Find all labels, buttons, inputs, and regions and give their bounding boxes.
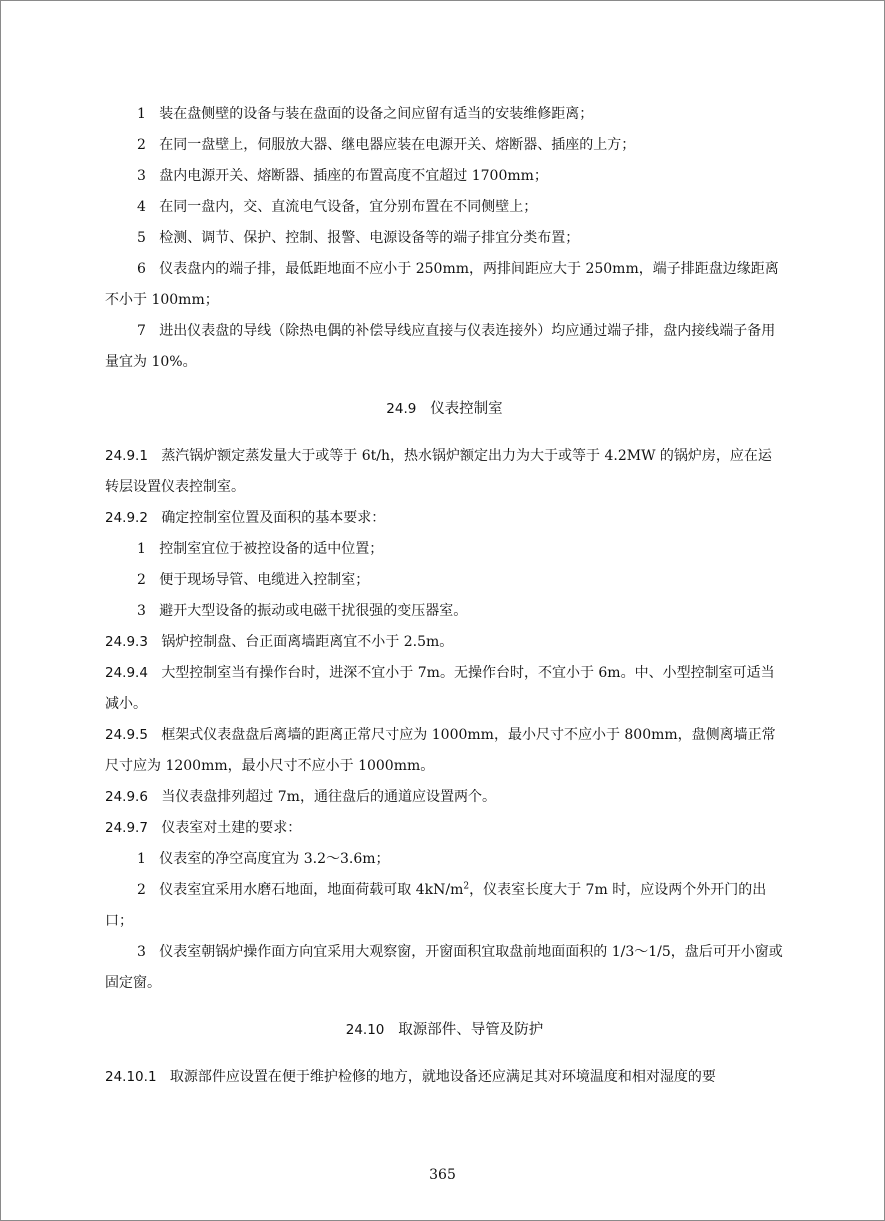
list-item: 3 避开大型设备的振动或电磁干扰很强的变压器室。 (137, 603, 468, 619)
clause-24-9-6: 24.9.6 当仪表盘排列超过 7m，通往盘后的通道应设置两个。 (105, 789, 496, 805)
list-item: 2 仪表室宜采用水磨石地面，地面荷载可取 $4kN/m^2$，仪表室长度大于 7m 时，应设两个外开门的出口； (105, 881, 767, 929)
list-item: 2 便于现场导管、电缆进入控制室； (137, 572, 370, 588)
clause-24-9-7: 24.9.7 仪表室对土建的要求： (105, 820, 302, 836)
clause-24-9-5: 24.9.5 框架式仪表盘盘后离墙的距离正常尺寸应为 1000mm，最小尺寸不应小于 800mm，盘侧离墙正常尺寸应为 1200mm，最小尺寸不应小于 1000mm。 (105, 727, 776, 774)
clause-24-9-2: 24.9.2 确定控制室位置及面积的基本要求： (105, 510, 386, 526)
section-heading-24-9: 24.9 仪表控制室 (386, 401, 503, 417)
list-item: 3 仪表室朝锅炉操作面方向宜采用大观察窗，开窗面积宜取盘前地面面积的 1/3～1/5，盘后可开小窗或固定窗。 (105, 944, 783, 991)
list-item: 1 控制室宜位于被控设备的适中位置； (137, 541, 384, 557)
document-body (105, 99, 784, 1093)
list-item: 2 在同一盘壁上，伺服放大器、继电器应装在电源开关、熔断器、插座的上方； (137, 137, 636, 153)
list-item: 5 检测、调节、保护、控制、报警、电源设备等的端子排宜分类布置； (137, 230, 580, 246)
clause-24-10-1: 24.10.1 取源部件应设置在便于维护检修的地方，就地设备还应满足其对环境温度和相对湿度的要 (105, 1069, 716, 1085)
list-item: 4 在同一盘内，交、直流电气设备，宜分别布置在不同侧壁上； (137, 199, 538, 215)
list-item: 6 仪表盘内的端子排，最低距地面不应小于 250mm，两排间距应大于 250mm，端子排距盘边缘距离不小于 100mm； (105, 261, 779, 308)
page-number: 365 (429, 1167, 456, 1183)
list-item: 1 仪表室的净空高度宜为 3.2～3.6m； (137, 851, 390, 867)
list-item: 7 进出仪表盘的导线（除热电偶的补偿导线应直接与仪表连接外）均应通过端子排，盘内接线端子备用量宜为 10%。 (105, 323, 776, 370)
clause-24-9-3: 24.9.3 锅炉控制盘、台正面离墙距离宜不小于 2.5m。 (105, 634, 454, 650)
clause-24-9-1: 24.9.1 蒸汽锅炉额定蒸发量大于或等于 6t/h，热水锅炉额定出力为大于或等于 4.2MW 的锅炉房，应在运转层设置仪表控制室。 (105, 448, 772, 495)
clause-24-9-4: 24.9.4 大型控制室当有操作台时，进深不宜小于 7m。无操作台时，不宜小于 6m。中、小型控制室可适当减小。 (105, 665, 775, 712)
list-item: 3 盘内电源开关、熔断器、插座的布置高度不宜超过 1700mm； (137, 168, 548, 184)
section-heading-24-10: 24.10 取源部件、导管及防护 (345, 1022, 544, 1038)
list-item: 1 装在盘侧壁的设备与装在盘面的设备之间应留有适当的安装维修距离； (137, 106, 594, 122)
